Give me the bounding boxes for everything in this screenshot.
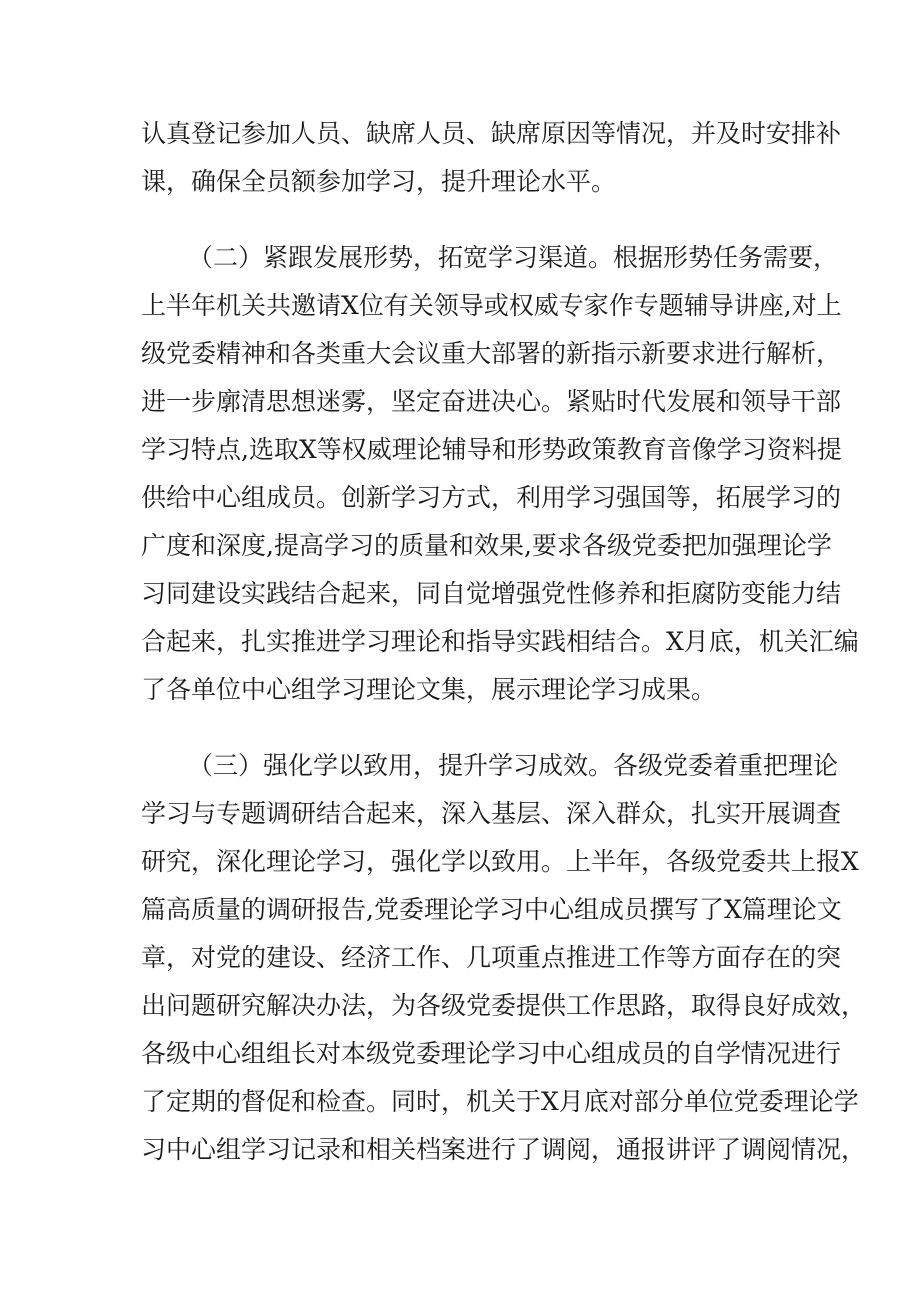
paragraph-2 (141, 234, 859, 714)
text-line: 了各单位中心组学习理论文集，展示理论学习成果。 (141, 675, 717, 704)
text-line: （三）强化学以致用，提升学习成效。各级党委着重把理论 (188, 751, 839, 780)
document-body (141, 110, 867, 1202)
text-line: （二）紧跟发展形势，拓宽学习渠道。根据形势任务需要， (188, 243, 839, 272)
text-line: 研究，深化理论学习，强化学以致用。上半年，各级党委共上报X (141, 847, 859, 876)
text-line: 学习特点,选取X等权威理论辅导和形势政策教育音像学习资料提 (141, 435, 842, 464)
text-line: 章，对党的建设、经济工作、几项重点推进工作等方面存在的突 (141, 943, 842, 972)
text-line: 认真登记参加人员、缺席人员、缺席原因等情况，并及时安排补 (141, 119, 842, 148)
text-line: 学习与专题调研结合起来，深入基层、深入群众，扎实开展调查 (141, 799, 842, 828)
text-line: 习同建设实践结合起来，同自觉增强党性修养和拒腐防变能力结 (141, 579, 842, 608)
text-line: 进一步廓清思想迷雾，坚定奋进决心。紧贴时代发展和领导干部 (141, 387, 842, 416)
paragraph-3 (141, 742, 867, 1174)
text-line: 习中心组学习记录和相关档案进行了调阅，通报讲评了调阅情况， (141, 1135, 867, 1164)
text-line: 了定期的督促和检查。同时，机关于X月底对部分单位党委理论学 (141, 1087, 859, 1116)
text-line: 合起来，扎实推进学习理论和指导实践相结合。X月底，机关汇编 (141, 627, 859, 656)
text-line: 出问题研究解决办法，为各级党委提供工作思路，取得良好成效， (141, 991, 867, 1020)
text-line: 供给中心组成员。创新学习方式，利用学习强国等，拓展学习的 (141, 483, 842, 512)
text-line: 课，确保全员额参加学习，提升理论水平。 (141, 167, 617, 196)
text-line: 级党委精神和各类重大会议重大部署的新指示新要求进行解析， (141, 339, 842, 368)
text-line: 各级中心组组长对本级党委理论学习中心组成员的自学情况进行 (141, 1039, 842, 1068)
text-line: 广度和深度,提高学习的质量和效果,要求各级党委把加强理论学 (141, 531, 832, 560)
paragraph-1 (141, 110, 842, 206)
text-line: 篇高质量的调研报告,党委理论学习中心组成员撰写了X篇理论文 (141, 895, 842, 924)
text-line: 上半年机关共邀请X位有关领导或权威专家作专题辅导讲座,对上 (141, 291, 842, 320)
